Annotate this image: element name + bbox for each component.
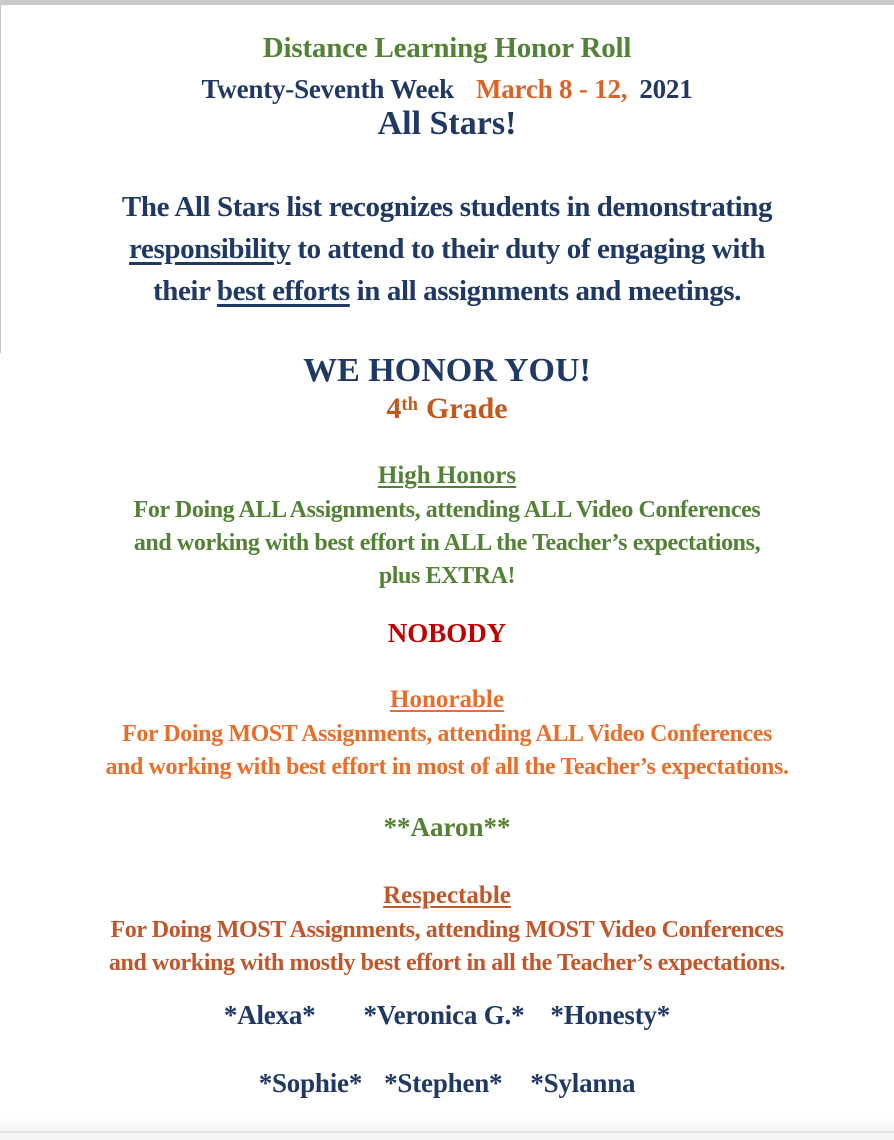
honorable-heading xyxy=(0,686,894,714)
high-honors-description xyxy=(0,494,894,593)
student-name: *Honesty* xyxy=(550,1000,671,1030)
high-honors-heading-text: High Honors xyxy=(377,462,517,489)
date-range: March 8 - 12, xyxy=(475,74,628,104)
intro-line-3-rest: in all assignments and meetings. xyxy=(349,275,742,307)
student-name: *Sylanna xyxy=(530,1068,636,1098)
underline-responsibility: responsibility xyxy=(129,233,291,265)
high-honors-heading xyxy=(0,462,894,490)
intro-line-3-pre: their xyxy=(152,275,217,307)
week-date-line xyxy=(0,74,894,105)
student-name: *Stephen* xyxy=(384,1068,503,1098)
page-bottom-fade xyxy=(0,1118,894,1131)
high-honors-line-1: For Doing ALL Assignments, attending ALL Video Conferences xyxy=(133,497,761,523)
honorable-heading-text: Honorable xyxy=(390,686,504,713)
respectable-line-1: For Doing MOST Assignments, attending MOST Video Conferences xyxy=(110,917,784,943)
year-label: 2021 xyxy=(639,74,693,104)
underline-best-efforts: best efforts xyxy=(216,275,350,307)
respectable-description xyxy=(0,914,894,980)
respectable-heading-text: Respectable xyxy=(383,882,511,909)
respectable-heading xyxy=(0,882,894,910)
grade-word: Grade xyxy=(425,392,508,425)
student-name: *Sophie* xyxy=(258,1068,363,1098)
high-honors-result: NOBODY xyxy=(387,618,507,648)
student-name: *Veronica G.* xyxy=(363,1000,525,1030)
honorable-result: **Aaron** xyxy=(383,812,511,842)
honorable-line-1: For Doing MOST Assignments, attending ALL Video Conferences xyxy=(122,721,772,747)
page-title: Distance Learning Honor Roll xyxy=(262,32,632,64)
subtitle-all-stars: All Stars! xyxy=(377,105,517,142)
intro-paragraph xyxy=(0,186,894,312)
student-names-row-2 xyxy=(0,1068,894,1099)
high-honors-line-2: and working with best effort in ALL the Teacher’s expectations, xyxy=(133,530,761,556)
high-honors-line-3: plus EXTRA! xyxy=(378,563,516,589)
we-honor-you-heading: WE HONOR YOU! xyxy=(303,352,591,389)
grade-heading xyxy=(0,392,894,426)
grade-number: 4 xyxy=(386,392,402,425)
respectable-line-2: and working with mostly best effort in all the Teacher’s expectations. xyxy=(108,950,786,976)
week-label: Twenty-Seventh Week xyxy=(201,74,454,104)
intro-line-2-rest: to attend to their duty of engaging with xyxy=(290,233,765,265)
viewer-background xyxy=(0,1133,894,1140)
intro-line-1: The All Stars list recognizes students in demonstrating xyxy=(121,191,773,223)
student-name: *Alexa* xyxy=(223,1000,316,1030)
honorable-description xyxy=(0,718,894,784)
student-names-row-1 xyxy=(0,1000,894,1031)
honorable-line-2: and working with best effort in most of all the Teacher’s expectations. xyxy=(105,754,789,780)
window-top-edge xyxy=(0,0,894,5)
grade-ordinal-suffix: th xyxy=(401,393,418,415)
